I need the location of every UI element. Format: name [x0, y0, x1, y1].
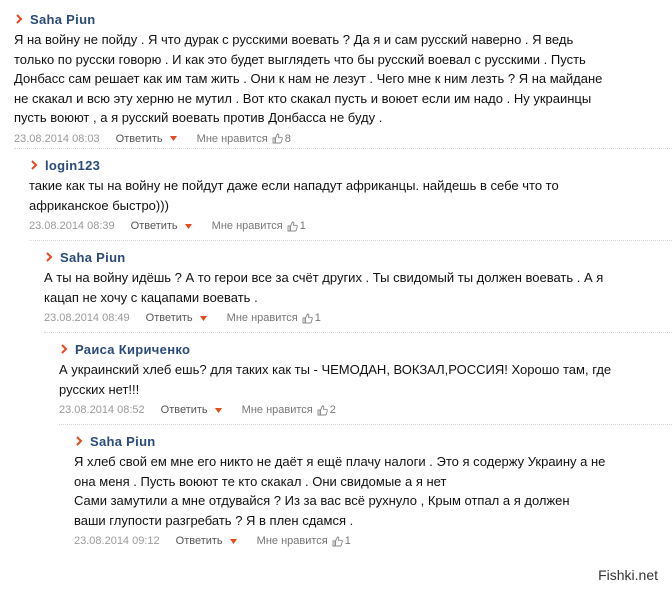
comment-separator	[44, 332, 672, 333]
like-link[interactable]: Мне нравится	[211, 220, 283, 232]
chevron-right-icon[interactable]	[14, 13, 24, 25]
like-count: 1	[314, 312, 321, 324]
comment-timestamp: 23.08.2014 08:49	[44, 312, 130, 324]
comment-header	[74, 432, 664, 450]
comment-meta	[44, 310, 664, 326]
comment	[59, 340, 664, 418]
comment-text: А украинский хлеб ешь? для таких как ты - ЧЕМОДАН, ВОКЗАЛ,РОССИЯ! Хорошо там, где русских нет!!!	[59, 362, 612, 397]
reply-link[interactable]: Ответить	[115, 132, 163, 145]
caret-down-icon[interactable]	[230, 539, 237, 544]
thumbs-up-icon[interactable]	[302, 313, 313, 324]
watermark: Fishki.net	[598, 567, 658, 583]
reply-link[interactable]: Ответить	[160, 404, 208, 416]
thumbs-up-icon[interactable]	[317, 405, 328, 416]
like-count: 1	[344, 535, 351, 547]
like-count: 1	[299, 220, 306, 232]
comment-author[interactable]: Saha Piun	[60, 249, 126, 265]
comment-author[interactable]: Раиса Кириченко	[75, 341, 191, 357]
comment	[74, 432, 664, 549]
chevron-right-icon[interactable]	[59, 343, 69, 355]
thumbs-up-icon[interactable]	[287, 221, 298, 232]
comment-meta	[29, 218, 664, 234]
caret-down-icon[interactable]	[200, 316, 207, 321]
caret-down-icon[interactable]	[185, 224, 192, 229]
comment-timestamp: 23.08.2014 08:39	[29, 220, 115, 232]
thumbs-up-icon[interactable]	[332, 536, 343, 547]
comment-separator	[14, 148, 672, 149]
comment-meta	[14, 131, 664, 147]
comment	[29, 156, 664, 234]
comment-text: Я на войну не пойду . Я что дурак с русскими воевать ? Да я и сам русский наверно . Я ведь только по русски говорю . И как это будет выглядеть что бы русский воевал с русскими . Пусть Донбасс сам решает как им там жить . Они к нам не лезут . Чего мне к ним лезть ? Я на майдане не скакал и всю эту херню не мутил . Вот кто скакал пусть и воюет если им надо . Ну украинцы пусть воюют , а я русский воевать против Донбасса не буду .	[14, 32, 603, 125]
chevron-right-icon[interactable]	[44, 251, 54, 263]
comment	[44, 248, 664, 326]
comment-timestamp: 23.08.2014 08:52	[59, 404, 145, 416]
comment-header	[59, 340, 664, 358]
like-link[interactable]: Мне нравится	[241, 404, 313, 416]
comment-header	[14, 10, 664, 28]
like-link[interactable]: Мне нравится	[196, 132, 268, 145]
comment-author[interactable]: Saha Piun	[90, 433, 156, 449]
comment-meta	[59, 402, 664, 418]
comment	[14, 10, 664, 147]
comment-separator	[29, 240, 672, 241]
like-link[interactable]: Мне нравится	[226, 312, 298, 324]
comment-text: Я хлеб свой ем мне его никто не даёт я ещё плачу налоги . Это я содержу Украину а не она меня . Пусть воюют те кто скакал . Они свидомые а я нет Сами замутили а мне отдувайся ? Из за вас всё рухнуло , Крым отпал а я должен ваши глупости разгребать ? Я в плен сдамся .	[74, 454, 606, 528]
reply-link[interactable]: Ответить	[175, 535, 223, 547]
caret-down-icon[interactable]	[170, 136, 177, 141]
chevron-right-icon[interactable]	[29, 159, 39, 171]
comment-header	[29, 156, 664, 174]
comment-text: А ты на войну идёшь ? А то герои все за счёт других . Ты свидомый ты должен воевать . А я кацап не хочу с кацапами воевать .	[44, 270, 604, 305]
like-link[interactable]: Мне нравится	[256, 535, 328, 547]
thumbs-up-icon[interactable]	[272, 133, 283, 144]
chevron-right-icon[interactable]	[74, 435, 84, 447]
comment-timestamp: 23.08.2014 09:12	[74, 535, 160, 547]
caret-down-icon[interactable]	[215, 408, 222, 413]
like-count: 8	[284, 132, 291, 145]
comment-author[interactable]: login123	[45, 157, 101, 173]
reply-link[interactable]: Ответить	[145, 312, 193, 324]
comment-timestamp: 23.08.2014 08:03	[14, 132, 100, 145]
comment-separator	[59, 424, 672, 425]
comment-text: такие как ты на войну не пойдут даже если нападут африканцы. найдешь в себе что то африканское быстро)))	[29, 178, 559, 213]
comment-author[interactable]: Saha Piun	[30, 11, 96, 27]
comment-header	[44, 248, 664, 266]
like-count: 2	[329, 404, 336, 416]
reply-link[interactable]: Ответить	[130, 220, 178, 232]
comment-meta	[74, 533, 664, 549]
